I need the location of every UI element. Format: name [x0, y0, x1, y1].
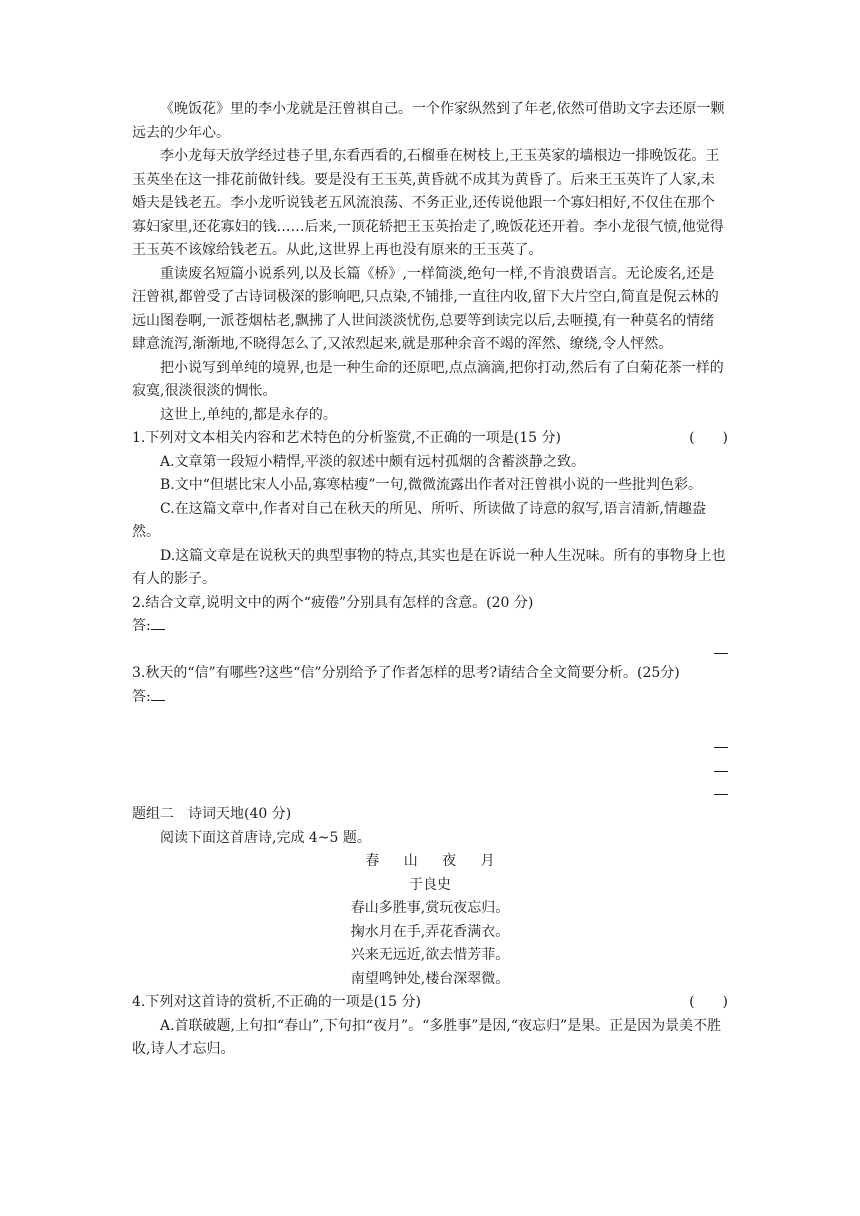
question-3-stem: 3.秋天的“信”有哪些?这些“信”分别给予了作者怎样的思考?请结合全文简要分析。(25分) [132, 665, 680, 681]
poem-line: 兴来无远近,欲去惜芳菲。 [350, 947, 510, 963]
answer-line[interactable] [132, 780, 728, 804]
answer-line-end [714, 747, 728, 748]
question-1-stem: 1.下列对文本相关内容和艺术特色的分析鉴赏,不正确的一项是(15 分) [132, 430, 561, 446]
question-4-option-a: A.首联破题,上句扣“春山”,下句扣“夜月”。“多胜事”是因,“夜忘归”是果。正是因为景美不胜收,诗人才忘归。 [132, 1017, 722, 1057]
answer-blank[interactable] [151, 686, 165, 701]
question-1 [132, 427, 728, 451]
passage-paragraph: 这世上,单纯的,都是永存的。 [160, 406, 337, 423]
answer-line[interactable] [132, 733, 728, 757]
question-1-option-d: D.这篇文章是在说秋天的典型事物的特点,其实也是在诉说一种人生况味。所有的事物身上也有人的影子。 [132, 547, 726, 587]
answer-line[interactable] [132, 709, 728, 733]
question-4-stem: 4.下列对这首诗的赏析,不正确的一项是(15 分) [132, 994, 421, 1010]
answer-blank[interactable] [151, 615, 165, 630]
passage-paragraph: 重读废名短篇小说系列,以及长篇《桥》,一样简淡,绝句一样,不肯浪费语言。无论废名,还是汪曾祺,都曾受了古诗词极深的影响吧,只点染,不铺排,一直往内收,留下大片空白,简直是倪云林的远山图卷啊,一派苍烟枯老,飘拂了人世间淡淡忧伤,总要等到读完以后,去咂摸,有一种莫名的情绪肆意流泻,渐渐地,不晓得怎么了,又浓烈起来,就是那种余音不竭的浑然、缭绕,令人怦然。 [132, 265, 719, 352]
poem-line: 春山多胜事,赏玩夜忘归。 [350, 900, 510, 916]
question-1-option-c: C.在这篇文章中,作者对自己在秋天的所见、所听、所读做了诗意的叙写,语言清新,情趣盎然。 [132, 500, 707, 540]
poem-line: 南望鸣钟处,楼台深翠微。 [350, 970, 510, 987]
answer-parentheses[interactable]: ( ) [689, 994, 728, 1010]
answer-parentheses[interactable]: ( ) [689, 430, 728, 446]
poem-line: 掬水月在手,弄花香满衣。 [350, 923, 510, 940]
answer-label: 答: [132, 618, 151, 634]
question-1-option-b: B.文中“但堪比宋人小品,寡寒枯瘦”一句,微微流露出作者对汪曾祺小说的一些批判色彩。 [160, 477, 702, 493]
answer-line[interactable] [132, 639, 728, 663]
poem-author: 于良史 [409, 876, 451, 893]
passage-paragraph: 李小龙每天放学经过巷子里,东看西看的,石榴垂在树枝上,王玉英家的墙根边一排晚饭花。王玉英坐在这一排花前做针线。要是没有王玉英,黄昏就不成其为黄昏了。后来王玉英许了人家,未婚夫是钱老五。李小龙听说钱老五风流浪荡、不务正业,还传说他跟一个寡妇相好,不仅住在那个寡妇家里,还花寡妇的钱……后来,一顶花轿把王玉英抬走了,晚饭花还开着。李小龙很气愤,他觉得王玉英不该嫁给钱老五。从此,这世界上再也没有原来的王玉英了。 [132, 148, 724, 258]
poem [132, 850, 728, 991]
question-2-answer[interactable] [132, 615, 728, 639]
passage-paragraph: 《晚饭花》里的李小龙就是汪曾祺自己。一个作家纵然到了年老,依然可借助文字去还原一颗远去的少年心。 [132, 101, 725, 141]
question-3-answer[interactable] [132, 686, 728, 710]
answer-line-end [714, 794, 728, 795]
section-2-intro: 阅读下面这首唐诗,完成 4~5 题。 [160, 829, 371, 846]
question-1-option-a: A.文章第一段短小精悍,平淡的叙述中颇有远村孤烟的含蓄淡静之致。 [160, 453, 586, 470]
question-2-stem: 2.结合文章,说明文中的两个“疲倦”分别具有怎样的含意。(20 分) [132, 594, 534, 611]
poem-title: 春 山 夜 月 [365, 853, 505, 869]
answer-line[interactable] [132, 756, 728, 780]
passage-paragraph: 把小说写到单纯的境界,也是一种生命的还原吧,点点滴滴,把你打动,然后有了白菊花茶一样的寂寞,很淡很淡的惆怅。 [132, 359, 724, 399]
answer-line-end [714, 771, 728, 772]
page-content [132, 98, 728, 1062]
answer-line-end [714, 653, 728, 654]
answer-label: 答: [132, 688, 151, 705]
question-4 [132, 991, 728, 1015]
section-2-title: 题组二 诗词天地(40 分) [132, 806, 292, 822]
